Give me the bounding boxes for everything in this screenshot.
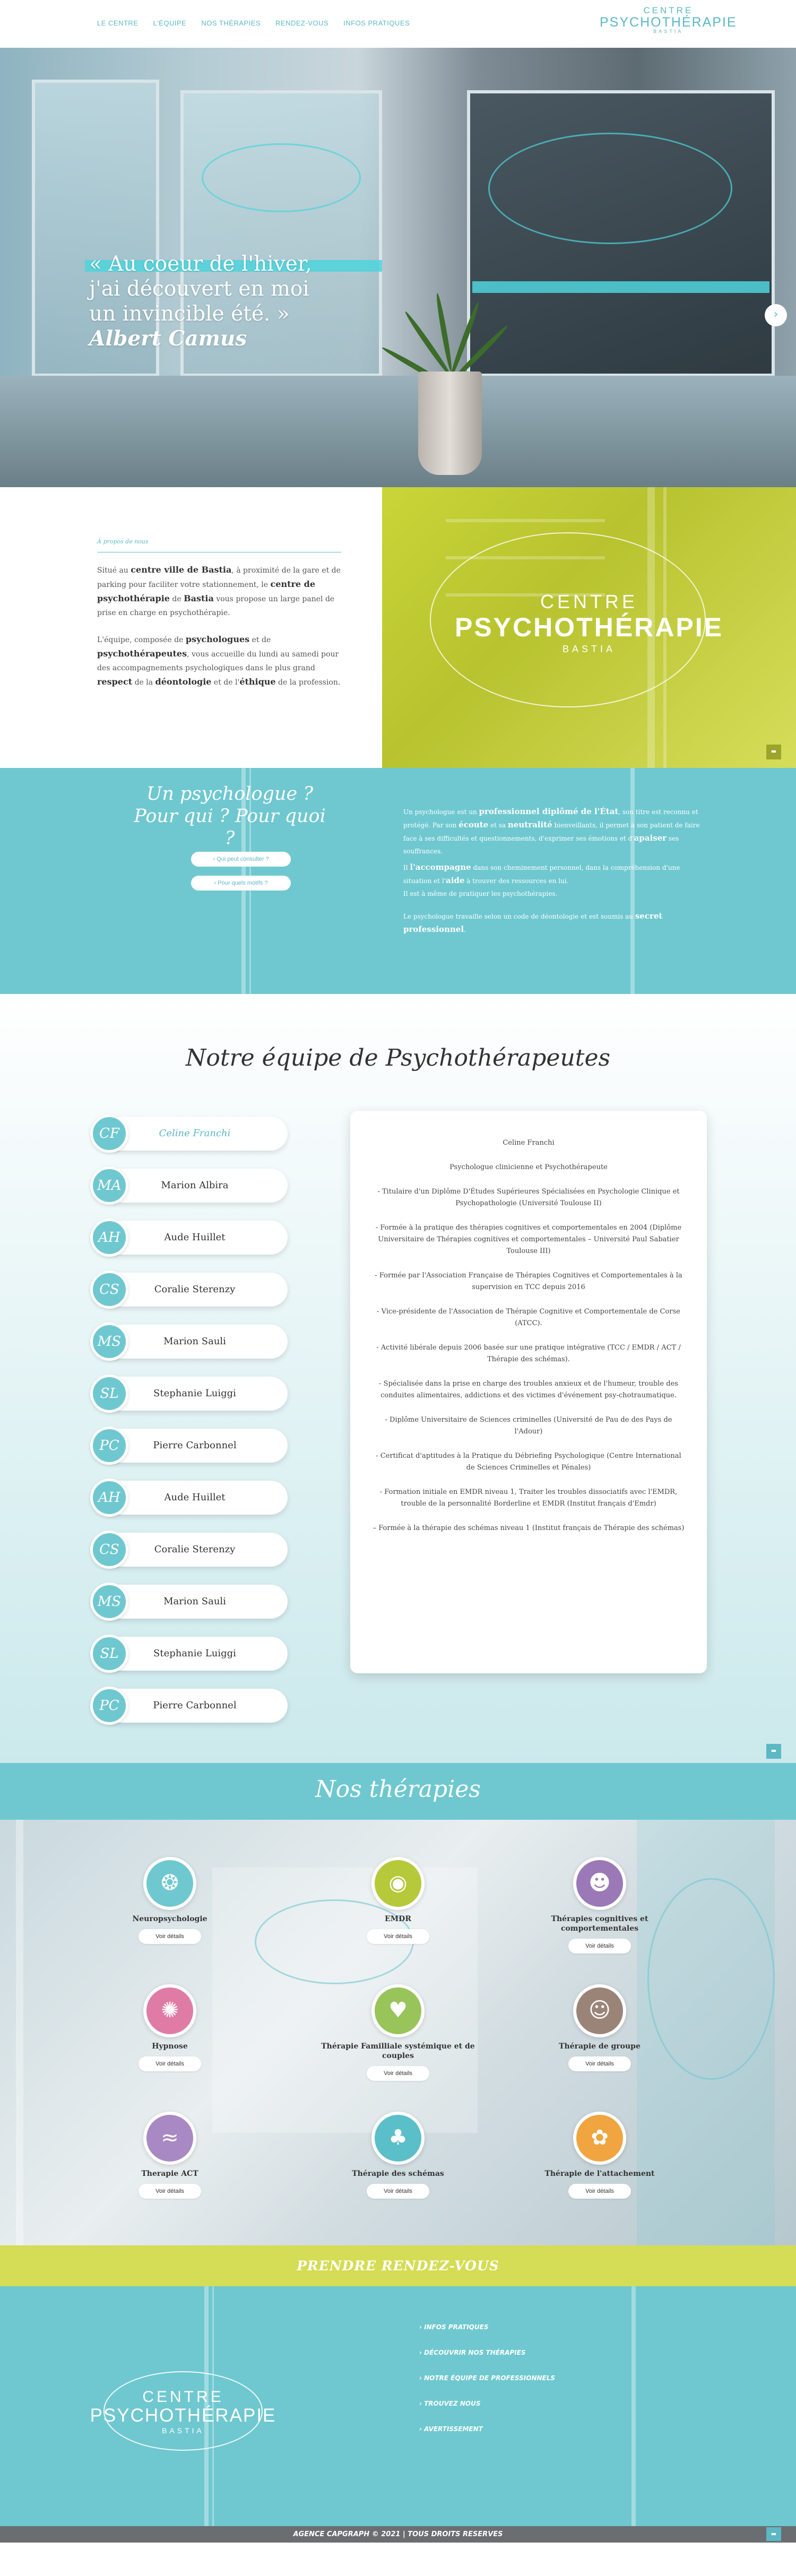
team-member-item[interactable] — [90, 1581, 289, 1620]
footer-logo-line3: BASTIA — [162, 2426, 204, 2435]
main-menu — [97, 19, 410, 27]
therapy-name: Thérapies cognitives et comportementales — [551, 1915, 648, 1933]
member-name: Marion Albira — [102, 1169, 288, 1203]
footer-link-infos[interactable]: › INFOS PRATIQUES — [419, 2323, 489, 2331]
member-detail-name: Celine Franchi — [503, 1139, 555, 1147]
who-title-line2: Pour qui ? Pour quoi ? — [134, 806, 326, 849]
btn-label: Qui peut consulter ? — [217, 856, 269, 862]
body-text: Situé au — [97, 566, 131, 575]
member-initials-badge: AH — [90, 1479, 128, 1517]
who-paragraph-2 — [403, 861, 700, 887]
therapy-card — [512, 1857, 687, 1953]
member-detail-line: – Formée à la thérapie des schémas niveau 1 (Institut français de Thérapie des schémas) — [373, 1524, 685, 1532]
about-kicker: À propos de nous — [97, 535, 341, 552]
voir-details-button[interactable]: Voir détails — [367, 1929, 429, 1944]
btn-label: Pour quels motifs ? — [218, 880, 268, 886]
therapy-card — [512, 2112, 687, 2199]
spiral-icon: ✺ — [143, 1984, 196, 2037]
member-detail-line: - Formée à la pratique des thérapies cognitives et comportementales en 2004 (Diplôme Universitaire de Thérapies cognitives et comportementales – Université Paul Sabatier Toulouse III) — [375, 1224, 682, 1255]
voir-details-button[interactable]: Voir détails — [568, 2184, 631, 2199]
decor-band — [631, 2286, 636, 2526]
menu-item-rendez-vous[interactable]: RENDEZ-VOUS — [275, 19, 329, 27]
therapy-name: Neuropsychologie — [132, 1915, 207, 1923]
who-text — [403, 805, 700, 939]
team-member-item[interactable] — [90, 1633, 289, 1672]
link-label: TROUVEZ NOUS — [424, 2400, 481, 2407]
member-initials-badge: AH — [90, 1218, 128, 1257]
team-member-item[interactable] — [90, 1217, 289, 1256]
link-label: INFOS PRATIQUES — [424, 2323, 489, 2331]
therapies-title: Nos thérapies — [315, 1776, 481, 1803]
who-paragraph-1 — [403, 805, 700, 858]
body-text: , son titre est reconnu et protégé. Par son — [403, 808, 698, 829]
emphasis-text: centre de psychothérapie — [97, 579, 316, 603]
expand-icon[interactable]: ▬ — [766, 745, 781, 759]
hero-slider — [0, 48, 796, 487]
member-detail-line: - Activité libérale depuis 2006 basée sur une pratique intégrative (TCC / EMDR / ACT / Thérapie des schémas). — [376, 1344, 681, 1363]
body-text: Il — [403, 864, 410, 871]
member-name: Marion Sauli — [102, 1585, 288, 1619]
team-member-item[interactable] — [90, 1685, 289, 1724]
link-label: NOTRE ÉQUIPE DE PROFESSIONNELS — [424, 2374, 556, 2382]
menu-item-equipe[interactable]: L'ÉQUIPE — [153, 19, 187, 27]
photo-logo-line3: BASTIA — [562, 644, 616, 654]
body-text: . — [464, 926, 466, 933]
voir-details-button[interactable]: Voir détails — [139, 1929, 201, 1944]
member-name: Stephanie Luiggi — [102, 1377, 288, 1411]
member-name: Aude Huillet — [102, 1481, 288, 1515]
hero-floor — [0, 376, 796, 487]
team-section — [0, 994, 796, 1763]
chevron-right-icon: › — [214, 880, 218, 886]
who-title — [126, 783, 333, 850]
member-initials-badge: CS — [90, 1270, 128, 1309]
member-detail-line: - Formation initiale en EMDR niveau 1, Traiter les troubles dissociatifs avec l'EMDR, trouble de la personnalité Borderline et EMDR (Institut français d'Emdr) — [379, 1488, 678, 1508]
body-text: et de l' — [211, 678, 240, 687]
emphasis-text: secret professionnel — [403, 911, 663, 934]
hero-stripe-right — [472, 281, 769, 293]
qui-peut-consulter-button[interactable] — [191, 852, 291, 867]
menu-item-therapies[interactable]: NOS THÉRAPIES — [201, 19, 261, 27]
body-text: dans son cheminement personnel, dans la compréhension d'une situation et l' — [403, 864, 680, 885]
menu-item-infos[interactable]: INFOS PRATIQUES — [343, 19, 410, 27]
voir-details-button[interactable]: Voir détails — [568, 2056, 631, 2071]
footer-logo-line1: CENTRE — [142, 2388, 224, 2406]
member-initials-badge: SL — [90, 1635, 128, 1673]
footer-link-therapies[interactable]: › DÉCOUVRIR NOS THÉRAPIES — [419, 2349, 526, 2356]
hero-oval-right — [488, 133, 732, 244]
voir-details-button[interactable]: Voir détails — [367, 2184, 429, 2199]
member-detail-line: Psychologue clinicienne et Psychothérapeute — [449, 1163, 608, 1171]
footer-logo[interactable] — [82, 2366, 284, 2461]
body-text: L'équipe, composée de — [97, 636, 186, 644]
team-member-item[interactable] — [90, 1321, 289, 1360]
about-paragraph-2 — [97, 633, 341, 689]
body-text: bienveillants, il permet à son patient de faire face à ses difficultés et questionnements, d'exprimer ses émotions et d' — [403, 822, 700, 842]
emphasis-text: psychothérapeutes — [97, 649, 187, 659]
link-label: DÉCOUVRIR NOS THÉRAPIES — [424, 2349, 526, 2356]
scroll-top-icon[interactable]: ▬ — [766, 2527, 781, 2541]
hero-quote — [89, 252, 339, 351]
body-text: et sa — [488, 822, 508, 829]
menu-item-centre[interactable]: LE CENTRE — [97, 19, 139, 27]
voir-details-button[interactable]: Voir détails — [367, 2066, 429, 2081]
team-member-item[interactable] — [90, 1425, 289, 1464]
body-text: de la profession. — [275, 678, 341, 687]
photo-logo-line2: PSYCHOTHÉRAPIE — [455, 612, 723, 642]
therapy-card — [82, 2112, 257, 2199]
group-icon: ☺ — [573, 1984, 626, 2037]
link-label: AVERTISSEMENT — [424, 2425, 483, 2433]
logo-line1: CENTRE — [643, 5, 694, 15]
prendre-rendez-vous-button[interactable]: PRENDRE RENDEZ-VOUS — [0, 2245, 796, 2286]
quote-author: Albert Camus — [89, 326, 247, 351]
brain-icon: ❂ — [143, 1857, 196, 1910]
therapy-name: Thérapie des schémas — [352, 2169, 444, 2178]
emphasis-text: apaiser — [634, 833, 667, 843]
body-text: ses souffrances. — [403, 835, 679, 855]
emphasis-text: Bastia — [184, 593, 214, 603]
member-name: Coralie Sterenzy — [102, 1533, 288, 1567]
member-name: Marion Sauli — [102, 1325, 288, 1359]
copyright-text: AGENCE CAPGRAPH © 2021 | TOUS DROITS RESERVES — [293, 2530, 503, 2538]
member-initials-badge: MA — [90, 1166, 128, 1205]
logo-line2: PSYCHOTHÉRAPIE — [600, 15, 737, 30]
eye-icon: ◉ — [371, 1857, 425, 1910]
therapy-card — [82, 1984, 257, 2071]
member-detail-card — [350, 1111, 707, 1673]
chevron-right-icon: › — [213, 856, 217, 862]
therapy-card — [310, 2112, 486, 2199]
photo-shelf — [446, 519, 605, 522]
member-detail-line: - Titulaire d'un Diplôme D'Études Supérieures Spécialisées en Psychologie Clinique et Psychopathologie (Université Toulouse II) — [377, 1188, 680, 1207]
voir-details-button[interactable]: Voir détails — [139, 2184, 201, 2199]
team-list — [90, 1113, 289, 1737]
who-paragraph-4 — [403, 910, 700, 936]
about-text — [97, 535, 341, 702]
therapy-name: Thérapie Familliale systémique et de couples — [321, 2042, 475, 2060]
member-detail-line: - Vice-présidente de l'Association de Thérapie Cognitive et Comportementale de Corse (ATCC). — [377, 1308, 680, 1327]
site-logo[interactable] — [600, 5, 737, 34]
team-title: Notre équipe de Psychothérapeutes — [185, 1044, 611, 1071]
member-detail-line: - Certificat d'aptitudes à la Pratique du Débriefing Psychologique (Centre International de Sciences Criminelles et Pénales) — [376, 1452, 681, 1472]
team-member-item[interactable] — [90, 1373, 289, 1412]
member-initials-badge: SL — [90, 1375, 128, 1413]
therapy-card — [82, 1857, 257, 1944]
copyright-bar — [0, 2526, 796, 2543]
emphasis-text: écoute — [458, 820, 489, 829]
team-member-item[interactable] — [90, 1269, 289, 1308]
footer-link-trouvez[interactable]: › TROUVEZ NOUS — [419, 2400, 481, 2407]
collapse-icon[interactable]: ▬ — [766, 1744, 781, 1759]
therapy-name: Thérapie de l'attachement — [544, 2169, 655, 2178]
emphasis-text: centre ville de Bastia — [131, 565, 232, 575]
wave-icon: ≈ — [143, 2112, 196, 2165]
about-paragraph-1 — [97, 563, 341, 620]
footer-logo-line2: PSYCHOTHÉRAPIE — [90, 2405, 276, 2426]
emphasis-text: l'accompagne — [410, 862, 471, 872]
footer-links — [419, 2323, 555, 2451]
body-text: de la — [132, 678, 155, 687]
therapy-name: EMDR — [385, 1915, 411, 1923]
psychologist-info — [0, 768, 796, 994]
who-title-line1: Un psychologue ? — [146, 783, 314, 805]
center-photo — [382, 487, 796, 768]
therapy-name: Hypnose — [152, 2042, 188, 2051]
family-icon: ♥ — [371, 1984, 425, 2037]
member-name: Celine Franchi — [102, 1117, 288, 1151]
body-text: , à proximité de la gare et de parking pour faciliter votre stationnement, le — [97, 566, 341, 589]
team-member-item[interactable] — [90, 1165, 289, 1204]
therapy-name: Thérapie de groupe — [559, 2042, 641, 2051]
body-text: , vous accueille du lundi au samedi pour des accompagnements psychologiques dans le plus grand — [97, 650, 339, 672]
member-name: Stephanie Luiggi — [102, 1637, 288, 1671]
footer-link-equipe[interactable]: › NOTRE ÉQUIPE DE PROFESSIONNELS — [419, 2374, 556, 2382]
member-detail-line: - Diplôme Universitaire de Sciences criminelles (Université de Pau de des Pays de l'Adour) — [385, 1416, 672, 1436]
body-text: et de — [249, 636, 271, 644]
therapy-card — [310, 1984, 486, 2081]
body-text: à trouver des ressources en lui. — [464, 877, 569, 885]
plant-pot — [418, 371, 482, 475]
chevron-right-icon[interactable]: › — [765, 304, 787, 326]
footer — [0, 2286, 796, 2526]
member-initials-badge: MS — [90, 1583, 128, 1621]
footer-link-avertissement[interactable]: › AVERTISSEMENT — [419, 2425, 483, 2433]
therapy-card — [310, 1857, 486, 1944]
therapies-grid — [0, 1820, 796, 2245]
member-name: Coralie Sterenzy — [102, 1273, 288, 1307]
member-initials-badge: CS — [90, 1531, 128, 1569]
voir-details-button[interactable]: Voir détails — [568, 1939, 631, 1953]
emphasis-text: déontologie — [155, 677, 212, 687]
member-detail-line: - Formée par l'Association Française de Thérapies Cognitives et Comportementales à la supervision en TCC depuis 2016 — [375, 1272, 682, 1291]
member-initials-badge: MS — [90, 1322, 128, 1361]
member-name: Pierre Carbonnel — [102, 1689, 288, 1723]
emphasis-text: éthique — [239, 677, 276, 687]
member-name: Aude Huillet — [102, 1221, 288, 1255]
emphasis-text: neutralité — [507, 820, 552, 829]
team-member-item[interactable] — [90, 1113, 289, 1152]
therapy-card — [512, 1984, 687, 2071]
member-name: Pierre Carbonnel — [102, 1429, 288, 1463]
emphasis-text: respect — [97, 677, 133, 687]
member-initials-badge: CF — [90, 1114, 128, 1153]
body-text: de — [169, 595, 184, 603]
body-text: vous propose un large panel de prise en charge en psychothérapie. — [97, 595, 335, 617]
member-detail-line: - Spécialisée dans la prise en charge des troubles anxieux et de l'humeur, trouble des conduites alimentaires, addictions et des victimes d'événement psy-chotraumatique. — [379, 1380, 678, 1399]
team-member-item[interactable] — [90, 1529, 289, 1568]
about-section — [0, 487, 796, 768]
team-member-item[interactable] — [90, 1477, 289, 1516]
quote-text: « Au coeur de l'hiver, j'ai découvert en moi un invincible été. » — [89, 252, 312, 326]
therapy-name: Therapie ACT — [141, 2169, 198, 2178]
top-nav — [0, 0, 796, 48]
head-icon: ☻ — [573, 1857, 626, 1910]
bg-stripe — [16, 1820, 23, 2245]
emphasis-text: aide — [446, 876, 465, 885]
member-initials-badge: PC — [90, 1687, 128, 1725]
member-initials-badge: PC — [90, 1427, 128, 1465]
emphasis-text: professionnel diplômé de l'État — [479, 807, 619, 816]
photo-logo-line1: CENTRE — [540, 591, 638, 612]
pacifier-icon: ✿ — [573, 2112, 626, 2165]
therapies-header — [0, 1763, 796, 1820]
hero-oval-left — [202, 143, 361, 212]
voir-details-button[interactable]: Voir détails — [139, 2056, 201, 2071]
pour-quels-motifs-button[interactable] — [191, 876, 291, 891]
logo-line3: BASTIA — [653, 29, 683, 34]
emphasis-text: psychologues — [185, 634, 250, 644]
body-text: Un psychologue est un — [403, 808, 479, 816]
who-paragraph-3: Il est à même de pratiquer les psychothérapies. — [403, 890, 558, 897]
chair-icon: ♣ — [371, 2112, 425, 2165]
body-text: Le psychologue travaille selon un code de déontologie et est soumis au — [403, 913, 635, 920]
